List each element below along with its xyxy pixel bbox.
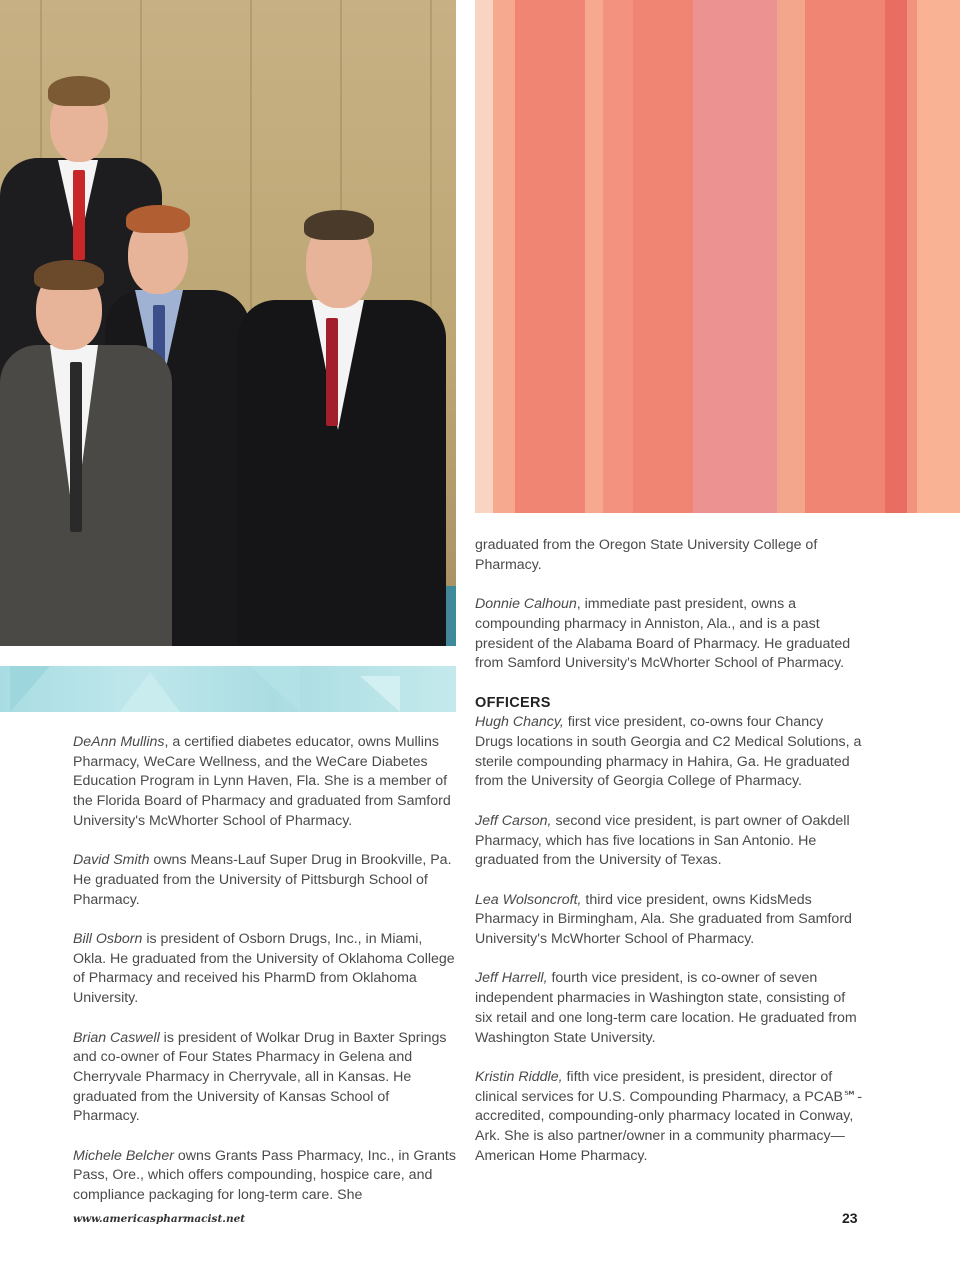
officer-name: Lea Wolsoncroft, bbox=[475, 891, 582, 908]
bio-text: is president of Wolkar Drug in Baxter Springs and co-owner of Four States Pharmacy in Gelena and Cherryvale Pharmacy in Cherryvale, all in Kansas. He graduated from the University of Kansas School of Pharmacy. bbox=[73, 1029, 447, 1125]
officer-paragraph bbox=[475, 891, 865, 950]
group-photo bbox=[0, 0, 456, 646]
officer-paragraph bbox=[475, 812, 865, 871]
officer-name: Jeff Carson, bbox=[475, 812, 552, 829]
officer-name: Jeff Harrell, bbox=[475, 970, 548, 987]
decorative-teal-band bbox=[0, 666, 456, 712]
bio-text: owns Means-Lauf Super Drug in Brookville, Pa. He graduated from the University of Pittsburgh School of Pharmacy. bbox=[73, 852, 452, 908]
bio-paragraph bbox=[73, 1029, 459, 1128]
left-text-column bbox=[73, 733, 459, 1226]
officer-text: fourth vice president, is co-owner of seven independent pharmacies in Washington state, consisting of six retail and one long-term care location. He graduated from Washington State University. bbox=[475, 970, 857, 1046]
officer-paragraph bbox=[475, 713, 865, 792]
bio-paragraph bbox=[73, 930, 459, 1009]
officer-text: first vice president, co-owns four Chancy Drugs locations in south Georgia and C2 Medical Solutions, a sterile compounding pharmacy in Hahira, Ga. He graduated from the University of Georgia College of Pharmacy. bbox=[475, 714, 862, 790]
bio-paragraph bbox=[73, 851, 459, 910]
bio-paragraph bbox=[475, 595, 865, 674]
bio-name: Michele Belcher bbox=[73, 1147, 174, 1164]
page-number: 23 bbox=[842, 1210, 858, 1226]
officer-paragraph bbox=[475, 1068, 865, 1167]
bio-text: , a certified diabetes educator, owns Mullins Pharmacy, WeCare Wellness, and the WeCare Diabetes Education Program in Lynn Haven, Fla. She is a member of the Florida Board of Pharmacy and graduated from Samford University's McWhorter School of Pharmacy. bbox=[73, 734, 451, 829]
decorative-stripes bbox=[475, 0, 960, 513]
bio-paragraph bbox=[73, 733, 459, 832]
officers-heading: OFFICERS bbox=[475, 694, 551, 711]
right-text-column bbox=[475, 536, 865, 1186]
bio-name: David Smith bbox=[73, 852, 150, 869]
footer-url[interactable]: www.americaspharmacist.net bbox=[73, 1213, 246, 1225]
officer-text: fifth vice president, is president, director of clinical services for U.S. Compounding Pharmacy, a PCAB℠-accredited, compounding-only pharmacy located in Conway, Ark. She is also partner/owner in a community pharmacy—American Home Pharmacy. bbox=[475, 1068, 863, 1164]
officer-paragraph bbox=[475, 969, 865, 1048]
bio-text: is president of Osborn Drugs, Inc., in Miami, Okla. He graduated from the University of Oklahoma College of Pharmacy and received his PharmD from Oklahoma University. bbox=[73, 931, 455, 1007]
continuation-paragraph: graduated from the Oregon State University College of Pharmacy. bbox=[475, 537, 818, 573]
bio-name: Bill Osborn bbox=[73, 931, 143, 947]
bio-name: DeAnn Mullins bbox=[73, 734, 165, 750]
officer-text: third vice president, owns KidsMeds Pharmacy in Birmingham, Ala. She graduated from Samford University's McWhorter School of Pharmacy. bbox=[475, 891, 852, 947]
bio-name: Brian Caswell bbox=[73, 1029, 160, 1046]
bio-name: Donnie Calhoun bbox=[475, 596, 577, 613]
officer-text: second vice president, is part owner of Oakdell Pharmacy, which has five locations in San Antonio. He graduated from the University of Texas. bbox=[475, 812, 850, 869]
bio-paragraph bbox=[73, 1147, 459, 1206]
officer-name: Kristin Riddle, bbox=[475, 1068, 563, 1085]
officer-name: Hugh Chancy, bbox=[475, 714, 564, 731]
bio-text: , immediate past president, owns a compounding pharmacy in Anniston, Ala., and is a past president of the Alabama Board of Pharmacy. He graduated from Samford University's McWhorter School of Pharmacy. bbox=[475, 596, 851, 672]
bio-text: owns Grants Pass Pharmacy, Inc., in Grants Pass, Ore., which offers compounding, hospice care, and compliance packaging for long-term care. She bbox=[73, 1147, 456, 1204]
